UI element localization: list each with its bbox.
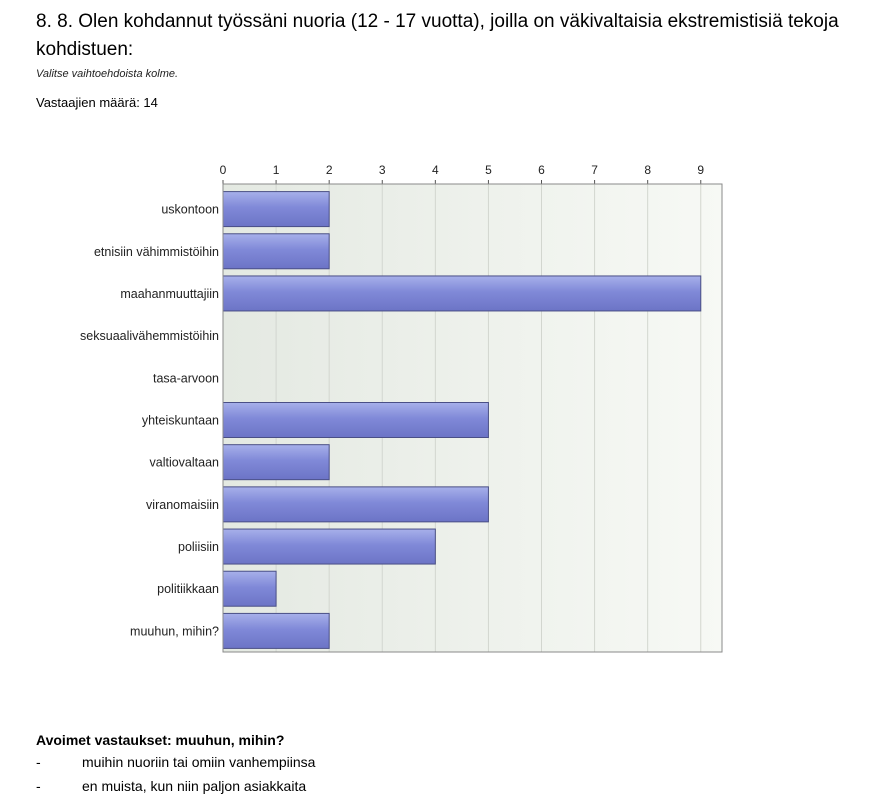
x-tick-label: 1 bbox=[272, 163, 280, 177]
bar bbox=[223, 529, 435, 564]
category-label: politiikkaan bbox=[157, 582, 219, 597]
question-instruction: Valitse vaihtoehdoista kolme. bbox=[36, 68, 179, 80]
bar bbox=[223, 234, 329, 269]
category-label: viranomaisiin bbox=[146, 497, 219, 512]
bar bbox=[223, 276, 701, 311]
bar-chart bbox=[0, 150, 877, 660]
x-tick-label: 2 bbox=[325, 163, 333, 177]
x-tick-label: 5 bbox=[485, 163, 492, 177]
category-label: maahanmuuttajiin bbox=[120, 286, 219, 301]
category-label: valtiovaltaan bbox=[149, 455, 219, 470]
x-tick-label: 7 bbox=[591, 163, 598, 177]
question-title: 8. 8. Olen kohdannut työssäni nuoria (12 - 17 vuotta), joilla on väkivaltaisia ekstremistisiä tekoja kohdistuen: bbox=[36, 11, 839, 60]
x-tick-label: 8 bbox=[644, 163, 652, 177]
respondent-count: Vastaajien määrä: 14 bbox=[36, 95, 158, 110]
bar bbox=[223, 613, 329, 648]
x-tick-label: 3 bbox=[378, 163, 386, 177]
x-tick-label: 9 bbox=[697, 163, 705, 177]
bar bbox=[223, 192, 329, 227]
category-label: seksuaalivähemmistöihin bbox=[80, 329, 219, 344]
x-tick-label: 0 bbox=[219, 163, 227, 177]
open-answers-list bbox=[36, 754, 315, 802]
answer-text: en muista, kun niin paljon asiakkaita bbox=[82, 778, 307, 794]
bar bbox=[223, 487, 488, 522]
category-label: muuhun, mihin? bbox=[130, 624, 219, 639]
list-item bbox=[36, 754, 315, 778]
bullet-dash: - bbox=[36, 778, 41, 794]
list-item bbox=[36, 778, 315, 802]
bar bbox=[223, 445, 329, 480]
category-label: poliisiin bbox=[178, 540, 219, 555]
category-label: yhteiskuntaan bbox=[141, 413, 219, 428]
bullet-dash: - bbox=[36, 754, 41, 770]
category-label: etnisiin vähimmistöihin bbox=[93, 244, 219, 259]
x-tick-label: 6 bbox=[538, 163, 545, 177]
category-label: tasa-arvoon bbox=[152, 371, 219, 386]
category-label: uskontoon bbox=[161, 202, 219, 217]
x-tick-label: 4 bbox=[431, 163, 439, 177]
bar bbox=[223, 571, 276, 606]
answer-text: muihin nuoriin tai omiin vanhempiinsa bbox=[82, 754, 316, 770]
open-answers-title: Avoimet vastaukset: muuhun, mihin? bbox=[36, 732, 285, 748]
bar bbox=[223, 403, 488, 438]
